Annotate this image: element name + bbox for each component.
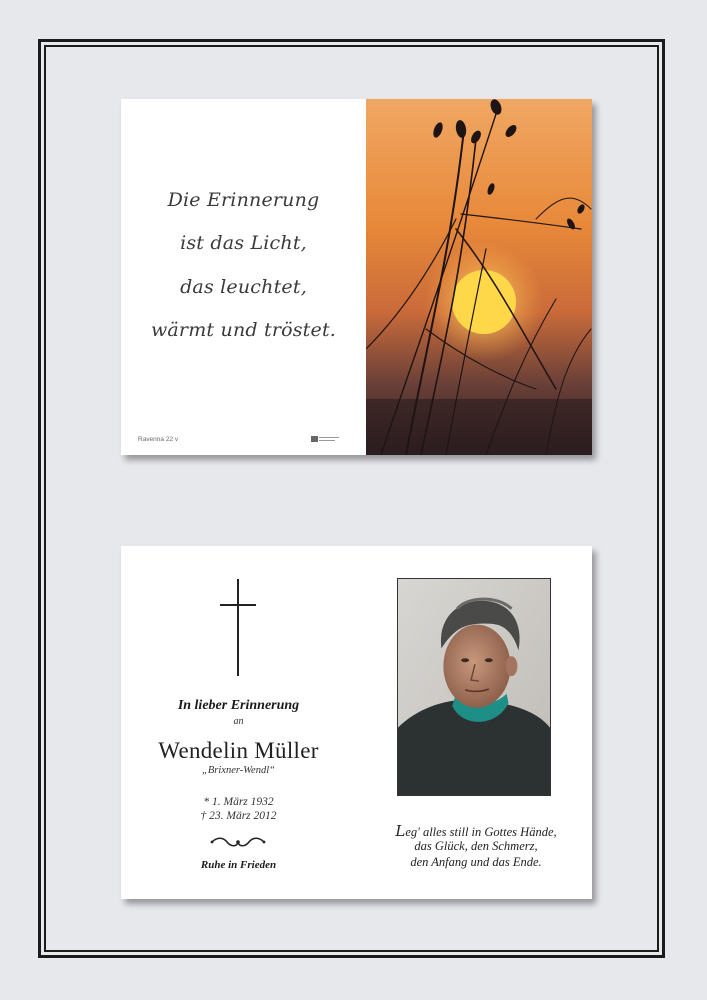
verse-line-3: den Anfang und das Ende. <box>410 855 542 869</box>
deceased-name: Wendelin Müller <box>158 738 319 763</box>
front-card <box>121 99 592 455</box>
verse-line-2: das Glück, den Schmerz, <box>414 839 538 853</box>
poem-line-2: ist das Licht, <box>180 232 307 254</box>
maker-logo-icon <box>311 435 341 443</box>
memorial-an: an <box>233 716 244 727</box>
sunset-grass-photo <box>366 99 592 455</box>
verse-initial: L <box>395 822 406 840</box>
poem-panel <box>121 99 366 455</box>
cross-icon <box>220 579 256 676</box>
verse-line-1-text: eg' alles still in Gottes Hände, <box>405 825 557 839</box>
poem-line-4: wärmt und tröstet. <box>150 319 337 341</box>
birth-date: * 1. März 1932 <box>203 796 274 808</box>
portrait-photo <box>397 578 551 796</box>
verse-line-1 <box>371 822 581 840</box>
memorial-card <box>121 546 592 899</box>
ornament-divider-icon <box>209 837 267 847</box>
poem-line-3: das leuchtet, <box>180 276 307 298</box>
rest-in-peace: Ruhe in Frieden <box>200 859 277 871</box>
deceased-nickname: „Brixner-Wendl“ <box>202 765 275 776</box>
memorial-heading: In lieber Erinnerung <box>177 698 300 713</box>
poem-line-1: Die Erinnerung <box>167 189 320 211</box>
reference-code: Ravenna 22 v <box>138 436 179 443</box>
death-date: † 23. März 2012 <box>200 810 277 822</box>
